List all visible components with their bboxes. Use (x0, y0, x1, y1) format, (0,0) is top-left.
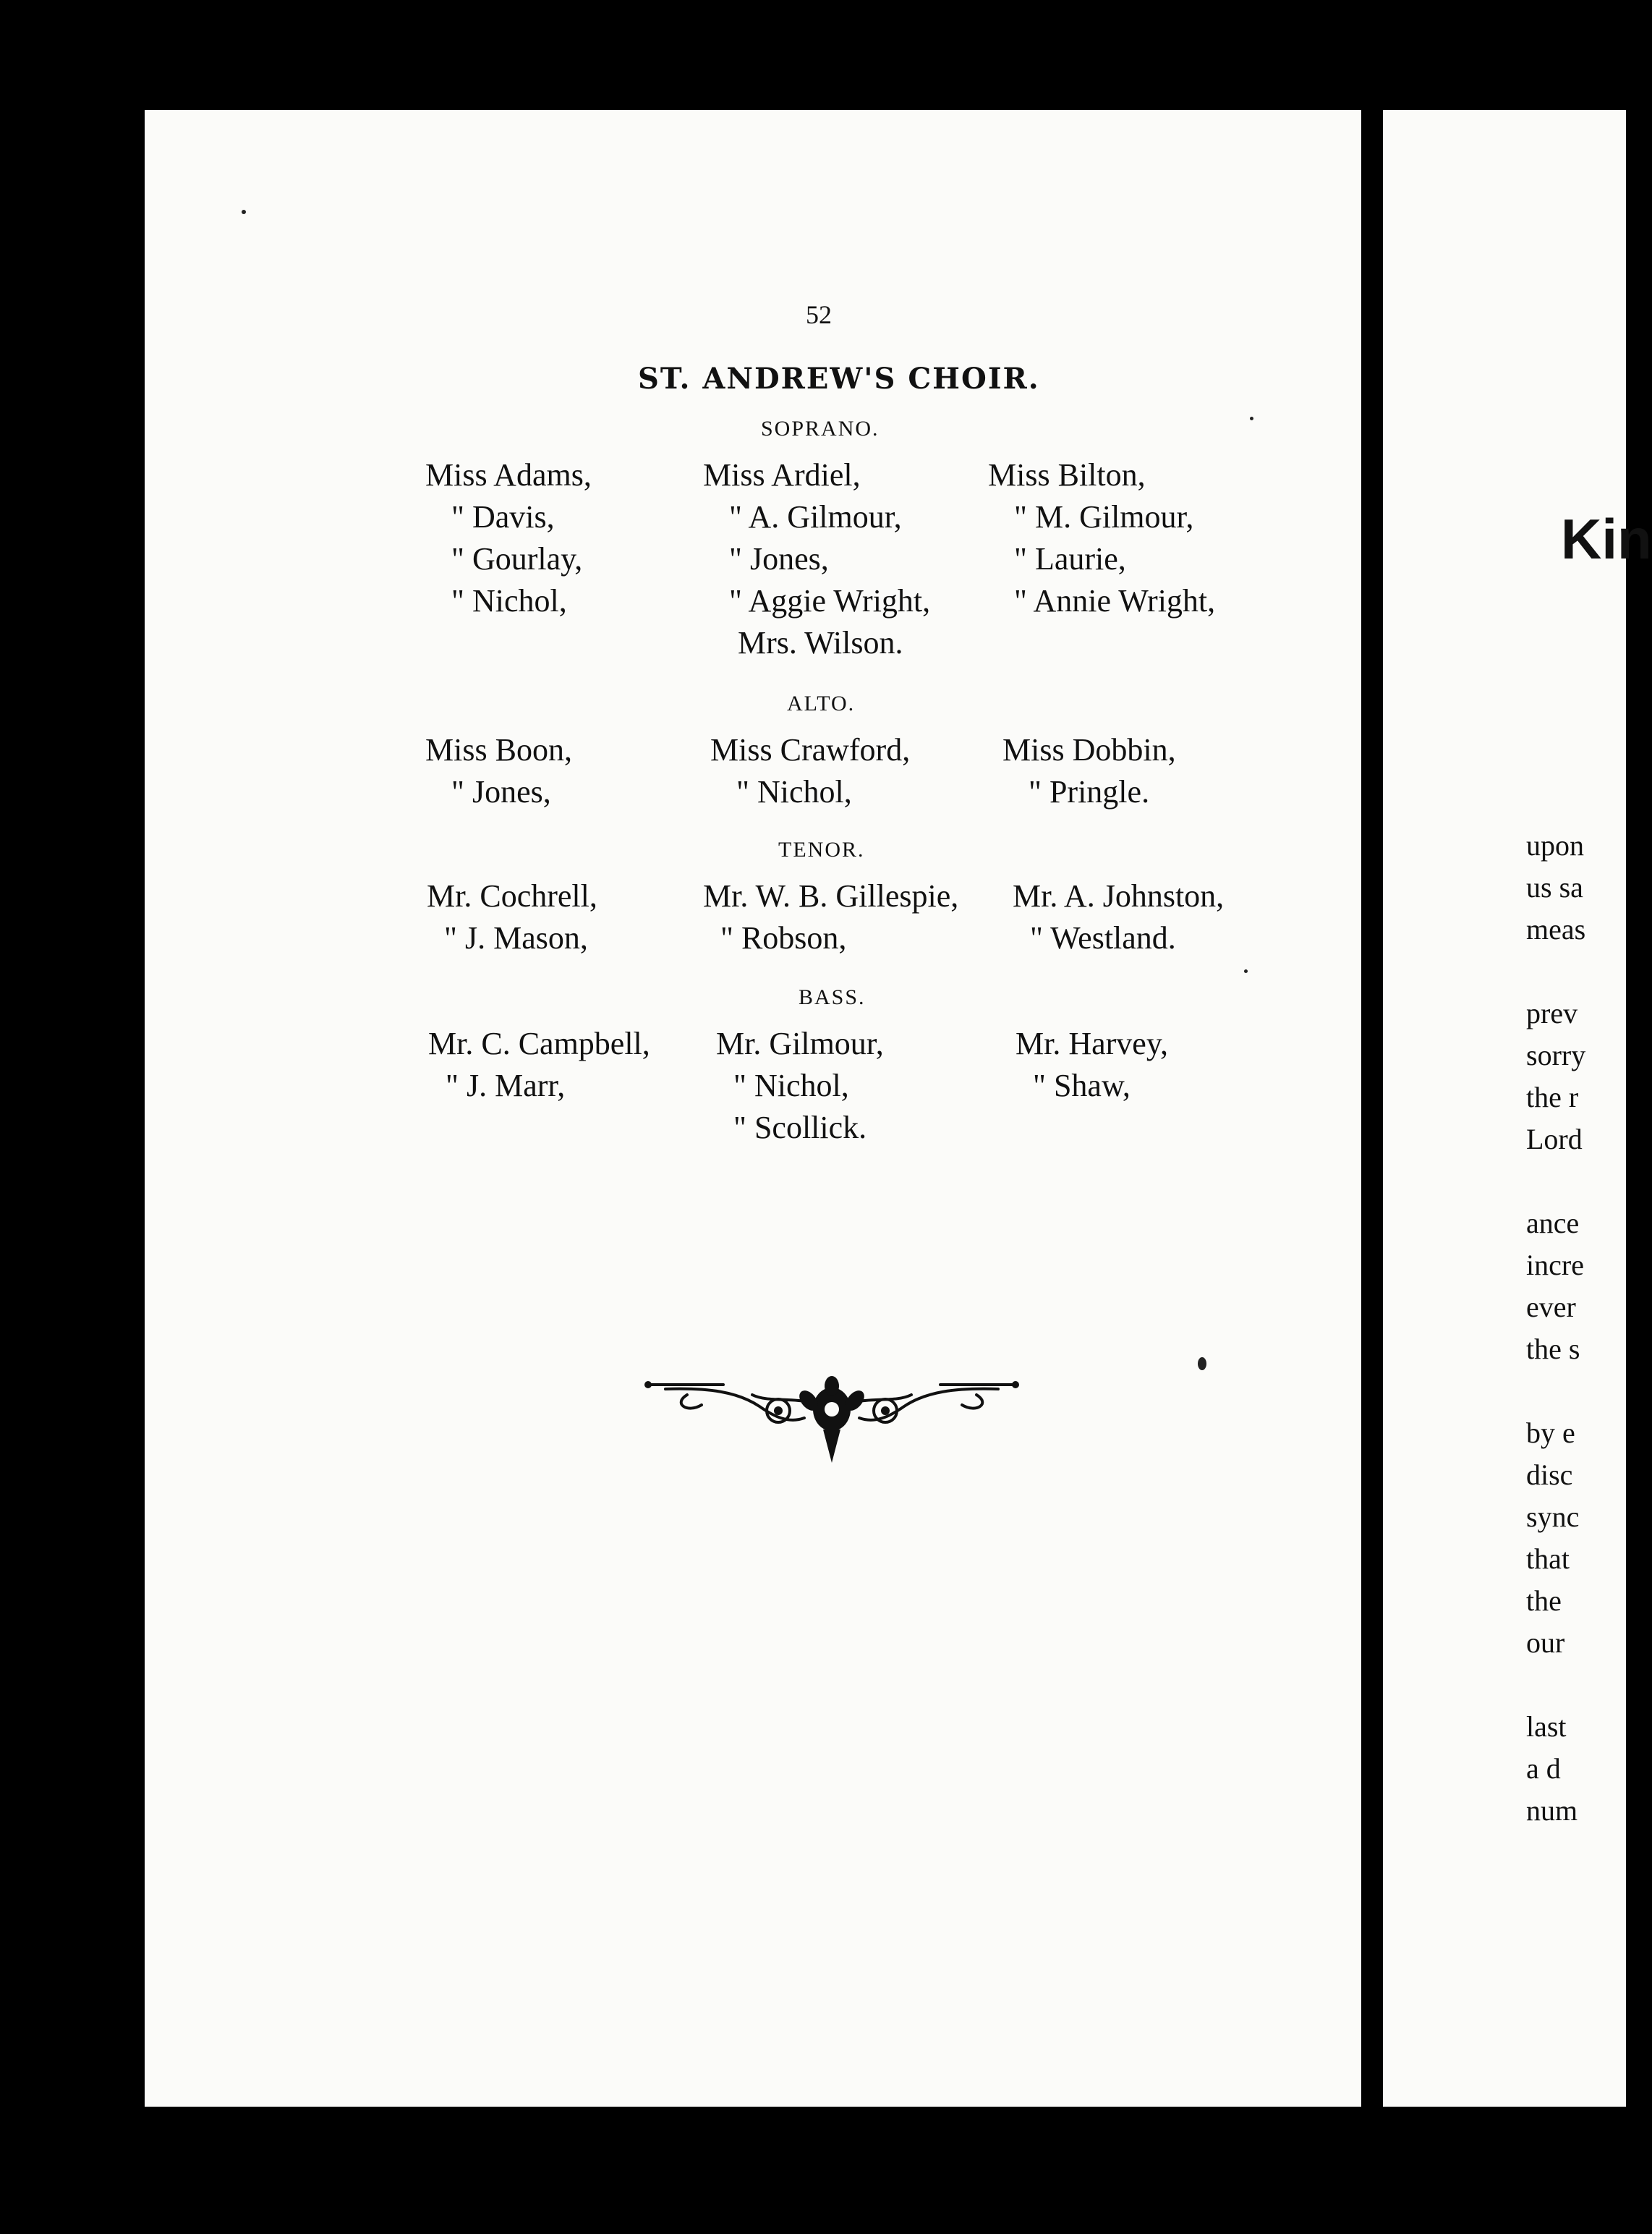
list-item: " Jones, (729, 541, 829, 577)
section-heading-bass: BASS. (799, 985, 866, 1009)
text-line: disc (1526, 1458, 1573, 1491)
page-number: 52 (806, 300, 832, 329)
section-heading-tenor: TENOR. (778, 838, 865, 862)
list-item: " Pringle. (1029, 774, 1150, 810)
list-item: " Scollick. (733, 1110, 867, 1145)
alto-column-1 (425, 729, 572, 813)
scan-speck (1244, 969, 1248, 973)
list-item: Mr. C. Campbell, (428, 1026, 650, 1061)
list-item: " M. Gilmour, (1014, 499, 1194, 535)
list-item: Mr. Cochrell, (427, 878, 597, 914)
right-page-heading: Kin (1561, 507, 1652, 571)
scan-speck (1250, 417, 1253, 420)
right-page (1383, 110, 1626, 2107)
scan-speck (242, 210, 246, 214)
text-line: the r (1526, 1081, 1579, 1113)
text-line: meas (1526, 913, 1586, 946)
list-item: " Laurie, (1014, 541, 1126, 577)
text-line: last (1526, 1710, 1567, 1743)
list-item: Miss Dobbin, (1002, 732, 1176, 768)
text-line: our (1526, 1626, 1565, 1659)
text-line: Lord (1526, 1123, 1583, 1155)
bass-column-3 (1016, 1023, 1168, 1107)
text-line: incre (1526, 1249, 1584, 1281)
list-item: Miss Bilton, (988, 457, 1146, 493)
text-line: the s (1526, 1333, 1580, 1365)
page-title: ST. ANDREW'S CHOIR. (638, 362, 1040, 396)
list-item: " Nichol, (736, 774, 852, 810)
list-item: " Westland. (1030, 920, 1176, 956)
list-item: Mr. Harvey, (1016, 1026, 1168, 1061)
bass-column-2 (716, 1023, 884, 1149)
text-line: that (1526, 1542, 1570, 1575)
list-item: " A. Gilmour, (729, 499, 902, 535)
text-line: us sa (1526, 871, 1583, 904)
ornament-icon (644, 1373, 1020, 1467)
list-item: " Nichol, (733, 1068, 849, 1103)
list-item: " Davis, (451, 499, 555, 535)
scan-speck (1198, 1357, 1206, 1370)
list-item: Miss Adams, (425, 457, 592, 493)
alto-column-2 (710, 729, 910, 813)
list-item: " Aggie Wright, (729, 583, 931, 619)
text-line: upon (1526, 829, 1584, 862)
list-item: " J. Mason, (444, 920, 588, 956)
list-item: Mrs. Wilson. (738, 625, 903, 661)
list-item: Miss Crawford, (710, 732, 911, 768)
list-item: Miss Boon, (425, 732, 572, 768)
list-item: Mr. W. B. Gillespie, (703, 878, 959, 914)
alto-column-3 (1002, 729, 1176, 813)
list-item: " Jones, (451, 774, 551, 810)
list-item: Mr. A. Johnston, (1013, 878, 1225, 914)
soprano-column-2 (703, 454, 930, 664)
soprano-column-3 (988, 454, 1215, 622)
text-line: a d (1526, 1752, 1561, 1785)
list-item: " J. Marr, (446, 1068, 566, 1103)
tenor-column-1 (427, 875, 597, 959)
list-item: Mr. Gilmour, (716, 1026, 884, 1061)
text-line: ance (1526, 1207, 1580, 1239)
list-item: " Nichol, (451, 583, 567, 619)
list-item: Miss Ardiel, (703, 457, 861, 493)
text-line: ever (1526, 1291, 1576, 1323)
soprano-column-1 (425, 454, 592, 622)
text-line: by e (1526, 1417, 1575, 1449)
section-heading-alto: ALTO. (787, 692, 856, 715)
list-item: " Robson, (720, 920, 847, 956)
text-line: the (1526, 1584, 1562, 1617)
text-line: num (1526, 1794, 1578, 1827)
tenor-column-3 (1013, 875, 1224, 959)
list-item: " Gourlay, (451, 541, 583, 577)
list-item: " Shaw, (1033, 1068, 1131, 1103)
text-line: sync (1526, 1500, 1580, 1533)
right-page-text (1526, 825, 1585, 1832)
section-heading-soprano: SOPRANO. (761, 417, 880, 441)
list-item: " Annie Wright, (1014, 583, 1216, 619)
bass-column-1 (428, 1023, 650, 1107)
text-line: sorry (1526, 1039, 1586, 1071)
tenor-column-2 (703, 875, 958, 959)
text-line: prev (1526, 997, 1578, 1029)
